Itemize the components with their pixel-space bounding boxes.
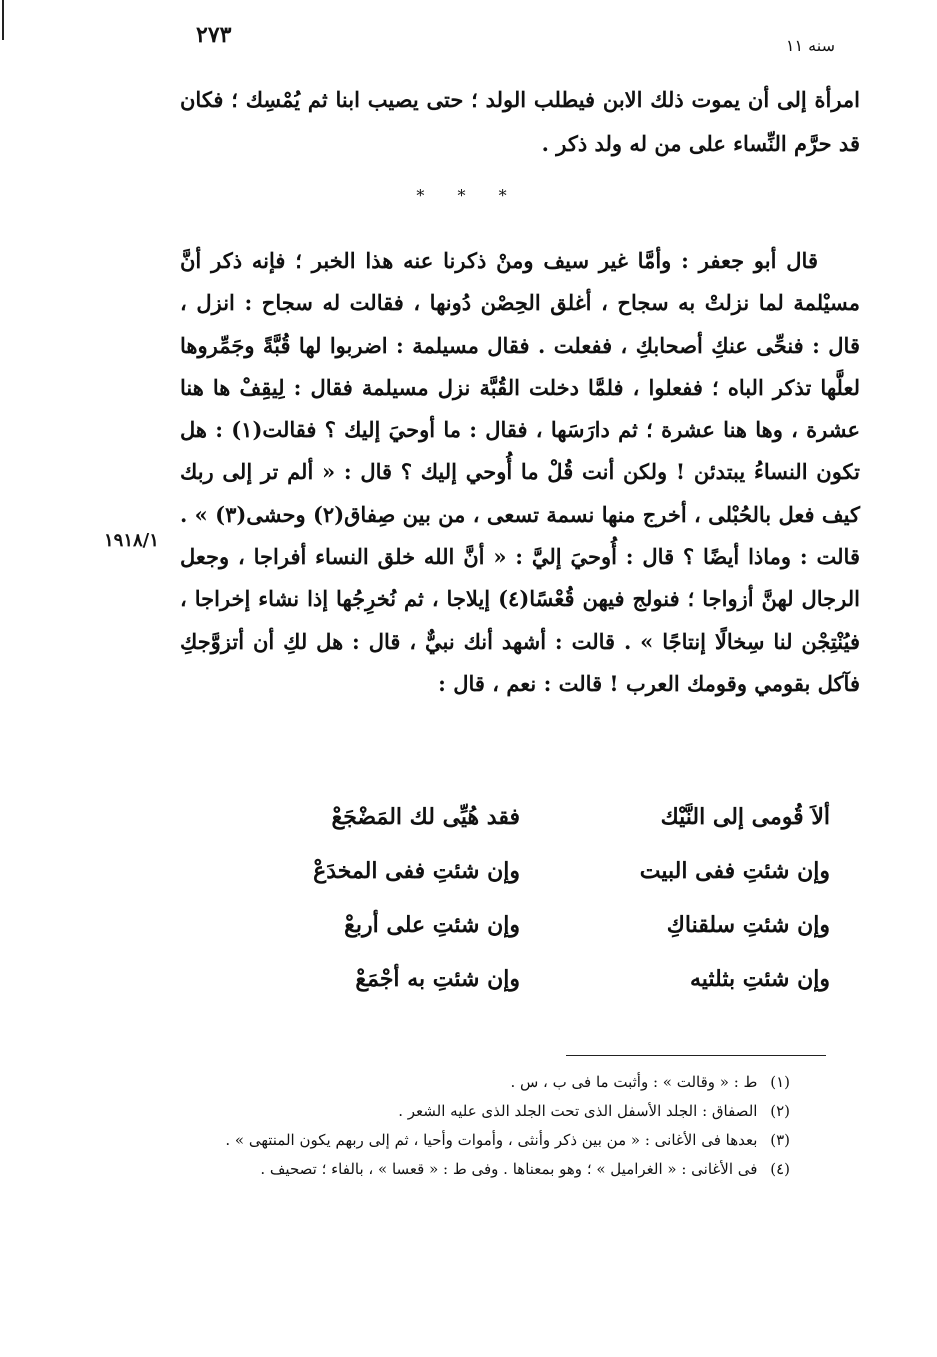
footnote-marker: (٢) xyxy=(770,1102,790,1120)
verse-second-hemistich: وإن شئتِ على أربعْ xyxy=(344,912,520,938)
verse-second-hemistich: وإن شئتِ ففى المخدَعْ xyxy=(313,858,520,884)
footnote-marker: (٣) xyxy=(770,1131,790,1149)
poem-verse xyxy=(240,844,830,898)
poem-verse xyxy=(240,952,830,1006)
footnote-marker: (٤) xyxy=(770,1160,790,1178)
footnote-item xyxy=(180,1155,790,1184)
main-paragraph: قال أبو جعفر : وأمَّا غير سيف ومنْ ذكرنا عنه هذا الخبر ؛ فإنه ذكر أنَّ مسيْلمة لما نزلتْ به سجاح ، أغلق الحِصْن دُونها ، فقالت له سجاح : انزل ، قال : فنحِّى عنكِ أصحابكِ ، ففعلت . فقال مسيلمة : اضربوا لها قُبَّةً وجَمِّروها لعلَّها تذكر الباه ؛ ففعلوا ، فلمَّا دخلت القُبَّة نزل مسيلمة فقال : لِيقِفْ ها هنا عشرة ، وها هنا عشرة ؛ ثم دارَسَها ، فقال : ما أوحيَ إليك ؟ فقالت(١) : هل تكون النساءُ يبتدئن ! ولكن أنت قُلْ ما أُوحي إليك ؟ قال : « ألم تر إلى ربك كيف فعل بالحُبْلى ، أخرج منها نسمة تسعى ، من بين صِفاق(٢) وحشى(٣) » . قالت : وماذا أيضًا ؟ قال : أُوحيَ إليَّ : « أنَّ الله خلق النساء أفراجا ، وجعل الرجال لهنَّ أزواجا ؛ فنولج فيهن قُعْسًا(٤) إيلاجا ، ثم نُخرِجُها إذا نشاء إخراجا ، فيُنْتِجْن لنا سِخالًا إنتاجًا » . قالت : أشهد أنك نبيٌّ ، قال : هل لكِ أن أتزوَّجكِ فآكل بقومي وقومك العرب ! قالت : نعم ، قال : xyxy=(180,248,860,696)
poem xyxy=(240,790,830,1006)
footnote-marker: (١) xyxy=(770,1073,790,1091)
verse-first-hemistich: وإن شئتِ ففى البيت xyxy=(639,858,830,884)
footnote-text: ط : « وقالت » : وأثبت ما فى ب ، س . xyxy=(510,1073,758,1091)
verse-first-hemistich: ألاَ قُومى إلى النَّيْك xyxy=(660,804,830,830)
poem-verse xyxy=(240,790,830,844)
footnote-text: بعدها فى الأغانى : « من بين ذكر وأنثى ، وأموات وأحيا ، ثم إلى ربهم يكون المنتهى » . xyxy=(225,1131,758,1149)
footnote-item xyxy=(180,1126,790,1155)
footnote-text: فى الأغانى : « الغراميل » ؛ وهو بمعناها . وفى ط : « قعسا » ، بالفاء ؛ تصحيف . xyxy=(260,1160,758,1178)
poem-verse xyxy=(240,898,830,952)
footnote-item xyxy=(180,1097,790,1126)
footnote-text: الصفاق : الجلد الأسفل الذى تحت الجلد الذى عليه الشعر . xyxy=(398,1102,758,1120)
running-header-year: سنه ١١ xyxy=(785,36,835,55)
section-separator: * * * xyxy=(416,186,521,205)
verse-first-hemistich: وإن شئتِ سلقناكِ xyxy=(666,912,830,938)
footnote-divider xyxy=(566,1055,826,1056)
verse-second-hemistich: فقد هُيِّى لك المَضْجَعْ xyxy=(331,804,520,830)
page-edge-line xyxy=(2,0,4,40)
opening-paragraph: امرأة إلى أن يموت ذلك الابن فيطلب الولد ؛ حتى يصيب ابنا ثم يُمْسِك ؛ فكان قد حرَّم النِّساء على من له ولد ذكر . xyxy=(180,87,860,156)
verse-first-hemistich: وإن شئتِ بثلثيه xyxy=(689,966,830,992)
margin-reference: ١٩١٨/١ xyxy=(104,530,159,551)
footnote-item xyxy=(180,1068,790,1097)
footnotes xyxy=(180,1068,790,1184)
verse-second-hemistich: وإن شئتِ به أجْمَعْ xyxy=(355,966,520,992)
page-number: ٢٧٣ xyxy=(196,22,232,48)
